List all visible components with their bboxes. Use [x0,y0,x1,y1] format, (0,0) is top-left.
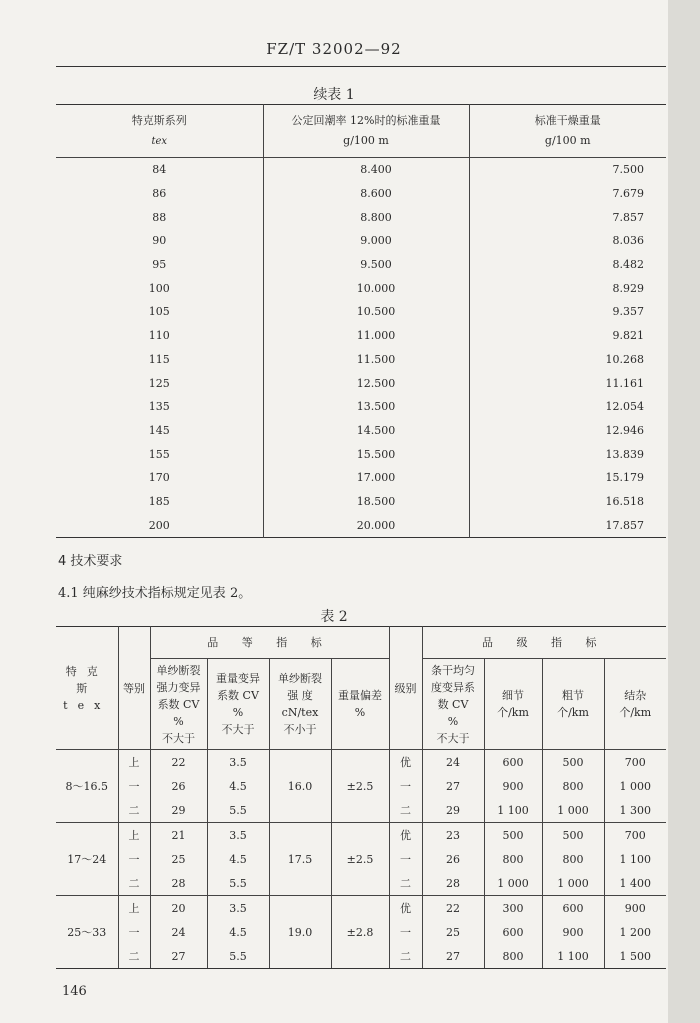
table1-cell: 15.500 [263,442,469,466]
thick-places-cell: 600 [542,896,604,921]
evenness-cell: 24 [422,750,484,775]
evenness-cell: 25 [422,920,484,944]
table1-cell: 115 [148,352,170,366]
table1-cell: 145 [148,423,170,437]
thick-places-cell: 1 000 [542,798,604,823]
table1-cell: 12.054 [469,395,666,419]
thick-places-cell: 800 [542,774,604,798]
table1-cell: 110 [148,329,170,343]
cv-weight-cell: 3.5 [207,896,269,921]
table2-header-row-1 [56,627,666,659]
table1-cell: 18.500 [263,490,469,514]
level-cell: 二 [389,944,422,969]
table1-cell: 14.500 [263,419,469,443]
table1-row [56,419,666,443]
tex-range-cell: 17～24 [56,823,118,896]
table1 [56,104,666,538]
table1-cell: 135 [148,400,170,414]
strength-cell: 17.5 [269,823,331,896]
neps-cell: 1 400 [604,871,666,896]
table1-cell: 170 [148,471,170,485]
table1-caption: 续表 1 [313,87,355,103]
table1-cell: 12.946 [469,419,666,443]
table2-body [56,750,666,969]
table1-cell: 8.929 [469,276,666,300]
neps-cell: 1 200 [604,920,666,944]
grade-cell: 二 [118,871,150,896]
table1-row [56,442,666,466]
header-weight-deviation: 重量偏差 % [331,659,389,750]
neps-cell: 1 500 [604,944,666,969]
table1-row [56,253,666,277]
table1-cell: 200 [148,518,170,532]
table1-row [56,490,666,514]
cv-strength-cell: 22 [150,750,207,775]
table1-cell: 13.839 [469,442,666,466]
evenness-cell: 23 [422,823,484,848]
level-cell: 一 [389,774,422,798]
table1-header: 特克斯系列 tex [131,113,187,147]
header-level: 级别 [389,627,422,750]
level-cell: 优 [389,823,422,848]
table1-cell: 95 [152,258,167,272]
table2-row [56,750,666,775]
tex-range-cell: 25～33 [56,896,118,969]
grade-cell: 二 [118,944,150,969]
table1-cell: 17.000 [263,466,469,490]
table1-row [56,182,666,206]
table1-row [56,324,666,348]
table1-cell: 15.179 [469,466,666,490]
table1-cell: 100 [148,281,170,295]
thin-places-cell: 800 [484,847,542,871]
table1-cell: 11.000 [263,324,469,348]
table2-row [56,823,666,848]
table2-caption: 表 2 [320,609,348,625]
thin-places-cell: 900 [484,774,542,798]
table1-cell: 16.518 [469,490,666,514]
table1-cell: 86 [152,187,167,201]
table1-cell: 90 [152,234,167,248]
table1-row [56,276,666,300]
table1-cell: 10.268 [469,348,666,372]
cv-strength-cell: 28 [150,871,207,896]
level-cell: 二 [389,798,422,823]
neps-cell: 1 000 [604,774,666,798]
table2-row [56,896,666,921]
cv-strength-cell: 21 [150,823,207,848]
cv-strength-cell: 25 [150,847,207,871]
evenness-cell: 27 [422,774,484,798]
cv-strength-cell: 29 [150,798,207,823]
table1-header-row [56,105,666,158]
thin-places-cell: 1 100 [484,798,542,823]
cv-weight-cell: 5.5 [207,871,269,896]
standard-code: FZ/T 32002—92 [266,40,402,58]
table1-cell: 8.400 [263,158,469,182]
strength-cell: 16.0 [269,750,331,823]
cv-weight-cell: 3.5 [207,823,269,848]
neps-cell: 700 [604,750,666,775]
neps-cell: 700 [604,823,666,848]
table1-cell: 9.357 [469,300,666,324]
table1-cell: 88 [152,210,167,224]
weight-deviation-cell: ±2.5 [331,750,389,823]
grade-cell: 一 [118,920,150,944]
section-4-heading: 4 技术要求 [58,554,123,569]
table1-cell: 105 [148,305,170,319]
evenness-cell: 26 [422,847,484,871]
header-cv-weight: 重量变异 系数 CV % 不大于 [207,659,269,750]
header-evenness: 条干均匀 度变异系 数 CV % 不大于 [422,659,484,750]
table1-cell: 9.500 [263,253,469,277]
level-cell: 优 [389,750,422,775]
table1-cell: 8.600 [263,182,469,206]
cv-strength-cell: 26 [150,774,207,798]
table1-cell: 20.000 [263,513,469,537]
table1-cell: 8.482 [469,253,666,277]
thin-places-cell: 300 [484,896,542,921]
tex-range-cell: 8～16.5 [56,750,118,823]
thin-places-cell: 800 [484,944,542,969]
table1-row [56,466,666,490]
cv-weight-cell: 4.5 [207,774,269,798]
grade-cell: 二 [118,798,150,823]
neps-cell: 1 300 [604,798,666,823]
grade-cell: 一 [118,774,150,798]
thin-places-cell: 600 [484,920,542,944]
evenness-cell: 27 [422,944,484,969]
level-cell: 一 [389,920,422,944]
weight-deviation-cell: ±2.5 [331,823,389,896]
cv-strength-cell: 20 [150,896,207,921]
header-tex: 特克斯 tex [56,627,118,750]
table1-header: 标准干燥重量 g/100 m [469,105,666,158]
cv-weight-cell: 4.5 [207,920,269,944]
table1-cell: 9.821 [469,324,666,348]
table1-cell: 155 [148,447,170,461]
table1-row [56,513,666,537]
strength-cell: 19.0 [269,896,331,969]
table1-row [56,229,666,253]
thick-places-cell: 900 [542,920,604,944]
cv-weight-cell: 5.5 [207,798,269,823]
header-cv-strength: 单纱断裂 强力变异 系数 CV % 不大于 [150,659,207,750]
header-neps: 结杂 个/km [604,659,666,750]
evenness-cell: 29 [422,798,484,823]
cv-weight-cell: 5.5 [207,944,269,969]
table1-row [56,371,666,395]
evenness-cell: 28 [422,871,484,896]
thin-places-cell: 500 [484,823,542,848]
cv-strength-cell: 27 [150,944,207,969]
header-strength: 单纱断裂 强 度 cN/tex 不小于 [269,659,331,750]
table1-cell: 9.000 [263,229,469,253]
thick-places-cell: 500 [542,750,604,775]
thick-places-cell: 1 000 [542,871,604,896]
table1-body [56,158,666,538]
table1-cell: 12.500 [263,371,469,395]
table1-cell: 7.857 [469,205,666,229]
table1-row [56,395,666,419]
table1-cell: 185 [148,494,170,508]
page-number: 146 [62,984,87,999]
section-4-1-text: 4.1 纯麻纱技术指标规定见表 2。 [58,586,252,601]
table1-cell: 7.679 [469,182,666,206]
header-grade: 等别 [118,627,150,750]
table1-row [56,205,666,229]
cv-weight-cell: 4.5 [207,847,269,871]
grade-cell: 上 [118,896,150,921]
table1-cell: 84 [152,163,167,177]
table2 [56,626,666,969]
level-cell: 一 [389,847,422,871]
header-thick-places: 粗节 个/km [542,659,604,750]
table1-row [56,300,666,324]
table1-row [56,158,666,182]
thin-places-cell: 1 000 [484,871,542,896]
thick-places-cell: 1 100 [542,944,604,969]
neps-cell: 900 [604,896,666,921]
table1-cell: 10.000 [263,276,469,300]
table1-cell: 125 [148,376,170,390]
evenness-cell: 22 [422,896,484,921]
cv-strength-cell: 24 [150,920,207,944]
thin-places-cell: 600 [484,750,542,775]
table1-header: 公定回潮率 12%时的标准重量 g/100 m [263,105,469,158]
cv-weight-cell: 3.5 [207,750,269,775]
grade-cell: 上 [118,750,150,775]
header-rule [56,66,666,67]
level-cell: 优 [389,896,422,921]
table1-cell: 13.500 [263,395,469,419]
weight-deviation-cell: ±2.8 [331,896,389,969]
page-edge [668,0,700,1023]
table1-cell: 10.500 [263,300,469,324]
level-cell: 二 [389,871,422,896]
table1-cell: 11.500 [263,348,469,372]
grade-cell: 一 [118,847,150,871]
table1-cell: 17.857 [469,513,666,537]
header-quality-group: 品 等 指 标 [150,627,389,659]
neps-cell: 1 100 [604,847,666,871]
table1-cell: 11.161 [469,371,666,395]
header-thin-places: 细节 个/km [484,659,542,750]
table1-cell: 8.036 [469,229,666,253]
header-level-group: 品 级 指 标 [422,627,666,659]
table1-row [56,348,666,372]
grade-cell: 上 [118,823,150,848]
thick-places-cell: 500 [542,823,604,848]
thick-places-cell: 800 [542,847,604,871]
table1-cell: 7.500 [469,158,666,182]
table1-cell: 8.800 [263,205,469,229]
